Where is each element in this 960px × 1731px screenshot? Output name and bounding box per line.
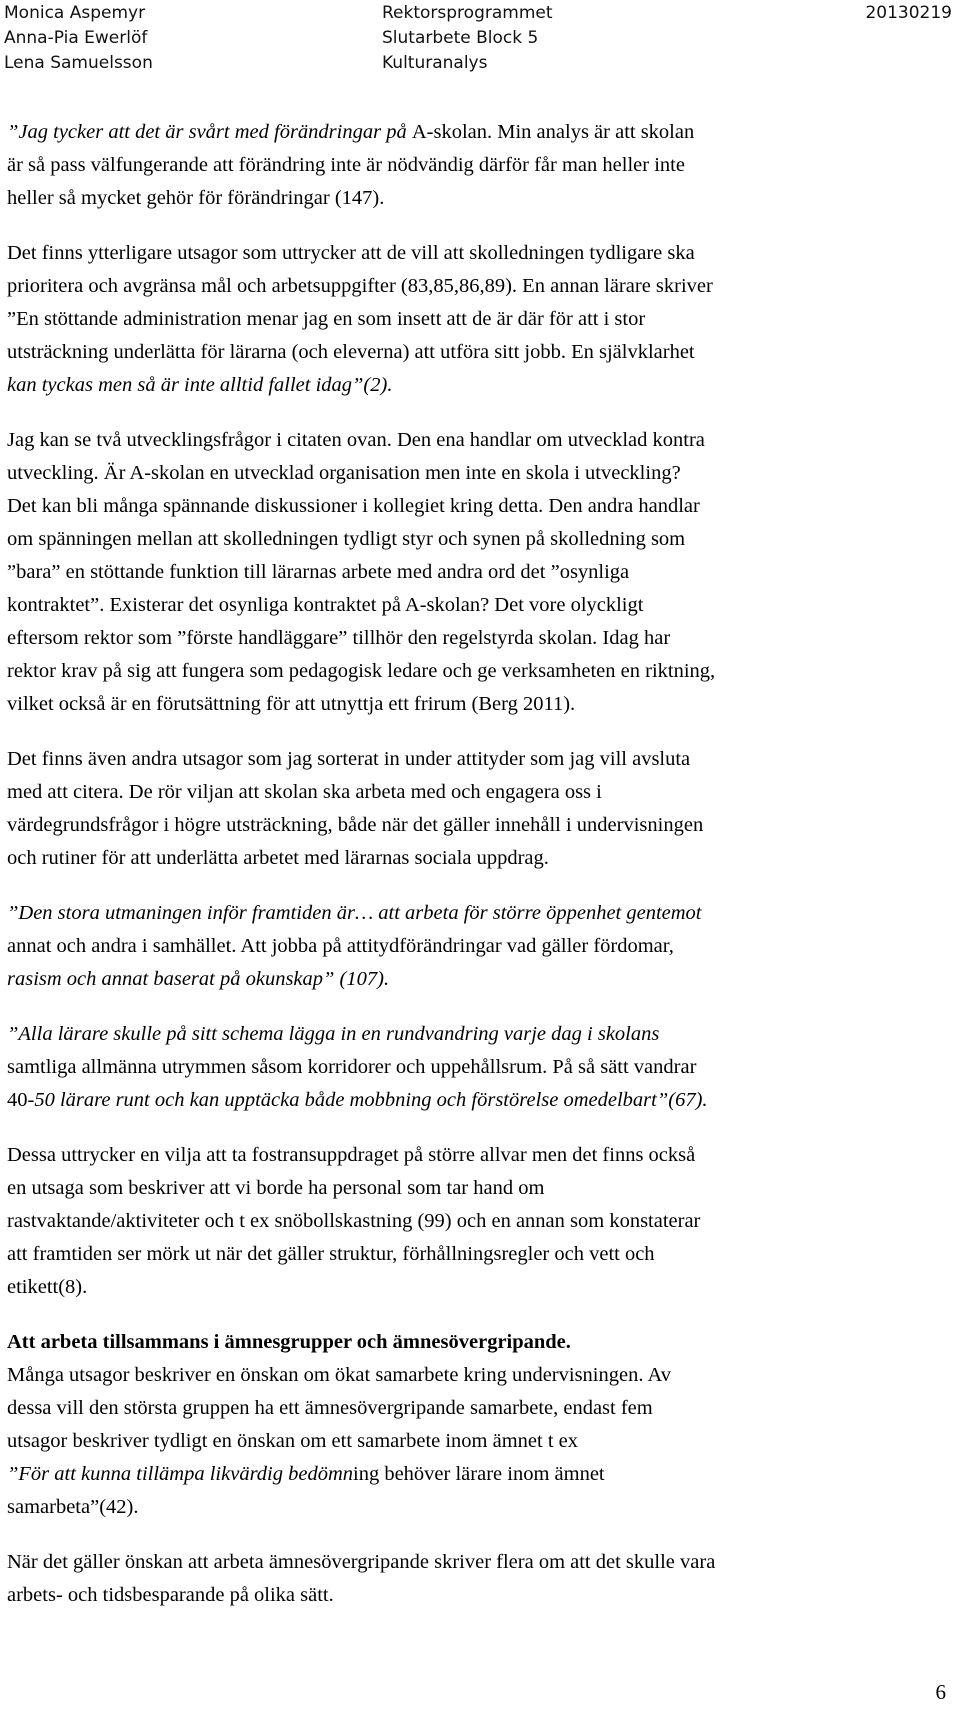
text-line: är så pass välfungerande att förändring inte är nödvändig därför får man heller inte — [7, 154, 685, 176]
text-line: samtliga allmänna utrymmen såsom korridorer och uppehållsrum. På så sätt vandrar — [7, 1056, 697, 1078]
text-line: samarbeta”(42). — [7, 1496, 139, 1518]
text-line: kan tyckas men så är inte alltid fallet idag”(2). — [7, 374, 393, 396]
text-line: Jag kan se två utvecklingsfrågor i citaten ovan. Den ena handlar om utvecklad kontra — [7, 429, 705, 451]
text-line: utveckling. Är A-skolan en utvecklad organisation men inte en skola i utveckling? — [7, 462, 681, 484]
italic-text: 50 lärare runt och kan upptäcka både mobbning och förstörelse omedelbart”(67). — [34, 1089, 708, 1111]
paragraph — [7, 743, 952, 875]
text-line: med att citera. De rör viljan att skolan ska arbeta med och engagera oss i — [7, 781, 602, 803]
text-line: rektor krav på sig att fungera som pedagogisk ledare och ge verksamheten en riktning, — [7, 660, 716, 682]
text-line: Många utsagor beskriver en önskan om ökat samarbete kring undervisningen. Av — [7, 1364, 671, 1386]
text-line: vilket också är en förutsättning för att utnyttja ett frirum (Berg 2011). — [7, 693, 576, 715]
text-line: värdegrundsfrågor i högre utsträckning, både när det gäller innehåll i undervisningen — [7, 814, 704, 836]
page-header — [0, 0, 960, 80]
section-heading: Att arbeta tillsammans i ämnesgrupper och ämnesövergripande. — [7, 1331, 571, 1353]
text-line: ”bara” en stöttande funktion till lärarnas arbete med andra ord det ”osynliga — [7, 561, 630, 583]
text-run: ing behöver lärare inom ämnet — [353, 1463, 605, 1485]
italic-text: ”För att kunna tillämpa likvärdig bedömn — [7, 1463, 354, 1485]
text-line — [7, 116, 952, 149]
header-author: Lena Samuelsson — [4, 53, 153, 73]
text-line: kontraktet”. Existerar det osynliga kontraktet på A-skolan? Det vore olyckligt — [7, 594, 644, 616]
section — [7, 1326, 952, 1524]
paragraph — [7, 1139, 952, 1304]
text-line: rasism och annat baserat på okunskap” (107). — [7, 968, 390, 990]
document-body — [7, 116, 952, 1612]
text-line: ”En stöttande administration menar jag en som insett att de är där för att i stor — [7, 308, 646, 330]
text-line: etikett(8). — [7, 1276, 88, 1298]
text-line: ”Alla lärare skulle på sitt schema lägga in en rundvandring varje dag i skolans — [7, 1023, 660, 1045]
page-number: 6 — [935, 1680, 946, 1704]
text-line: Det kan bli många spännande diskussioner i kollegiet kring detta. Den andra handlar — [7, 495, 700, 517]
text-line — [7, 1084, 952, 1117]
paragraph — [7, 237, 952, 402]
header-program: Rektorsprogrammet — [382, 3, 553, 23]
quote-paragraph — [7, 1018, 952, 1117]
paragraph — [7, 1546, 952, 1612]
text-line: Det finns även andra utsagor som jag sorterat in under attityder som jag vill avsluta — [7, 748, 691, 770]
text-line: annat och andra i samhället. Att jobba på attitydförändringar vad gäller fördomar, — [7, 935, 674, 957]
header-authors — [4, 1, 153, 76]
italic-text: ”Jag tycker att det är svårt med förändringar på — [7, 121, 412, 143]
quote-paragraph — [7, 116, 952, 215]
text-line: När det gäller önskan att arbeta ämnesövergripande skriver flera om att det skulle vara — [7, 1551, 716, 1573]
text-run: A-skolan. Min analys är att skolan — [411, 121, 695, 143]
paragraph — [7, 424, 952, 721]
text-line: att framtiden ser mörk ut när det gäller struktur, förhållningsregler och vett och — [7, 1243, 655, 1265]
text-line: heller så mycket gehör för förändringar (147). — [7, 187, 385, 209]
text-line: utsträckning underlätta för lärarna (och eleverna) att utföra sitt jobb. En självklarhet — [7, 341, 695, 363]
header-course — [382, 1, 553, 76]
text-line: rastvaktande/aktiviteter och t ex snöbollskastning (99) och en annan som konstaterar — [7, 1210, 701, 1232]
header-author: Anna-Pia Ewerlöf — [4, 28, 148, 48]
text-line: och rutiner för att underlätta arbetet med lärarnas sociala uppdrag. — [7, 847, 549, 869]
header-date: 20130219 — [865, 3, 952, 23]
text-line: om spänningen mellan att skolledningen tydligt styr och synen på skolledning som — [7, 528, 686, 550]
text-line: ”Den stora utmaningen inför framtiden är… att arbeta för större öppenhet gentemot — [7, 902, 702, 924]
header-topic: Kulturanalys — [382, 53, 488, 73]
text-line — [7, 1458, 952, 1491]
text-line: dessa vill den största gruppen ha ett ämnesövergripande samarbete, endast fem — [7, 1397, 653, 1419]
text-run: 40- — [7, 1089, 35, 1111]
text-line: utsagor beskriver tydligt en önskan om ett samarbete inom ämnet t ex — [7, 1430, 579, 1452]
header-date-col — [865, 1, 952, 26]
text-line: Dessa uttrycker en vilja att ta fostransuppdraget på större allvar men det finns också — [7, 1144, 696, 1166]
header-author: Monica Aspemyr — [4, 3, 146, 23]
text-line: eftersom rektor som ”förste handläggare” tillhör den regelstyrda skolan. Idag har — [7, 627, 671, 649]
text-line: arbets- och tidsbesparande på olika sätt. — [7, 1584, 334, 1606]
quote-paragraph — [7, 897, 952, 996]
text-line: prioritera och avgränsa mål och arbetsuppgifter (83,85,86,89). En annan lärare skriver — [7, 275, 713, 297]
text-line: Det finns ytterligare utsagor som uttrycker att de vill att skolledningen tydligare ska — [7, 242, 695, 264]
header-block: Slutarbete Block 5 — [382, 28, 539, 48]
text-line: en utsaga som beskriver att vi borde ha personal som tar hand om — [7, 1177, 545, 1199]
